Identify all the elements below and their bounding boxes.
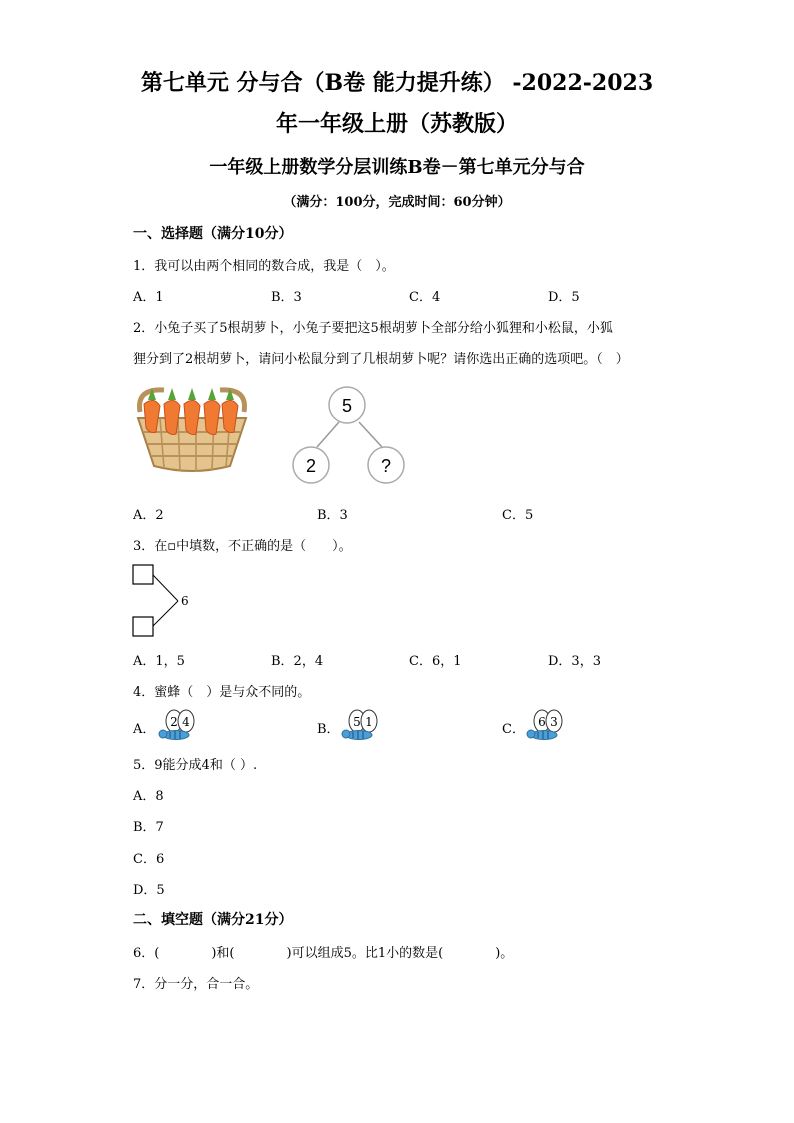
question-3: 3．在▫中填数，不正确的是（ ）。 (133, 539, 352, 554)
question-2-line-2: 狸分到了2根胡萝卜，请问小松鼠分到了几根胡萝卜呢？请你选出正确的选项吧。（ ） (133, 352, 629, 367)
bee-a-wing-number-1: 2 (170, 715, 178, 729)
q2-option-b[interactable]: B．3 (317, 508, 348, 523)
title-line-2: 年一年级上册（苏教版） (275, 111, 518, 137)
bee-icon-b[interactable] (339, 708, 381, 742)
bee-a-wing-number-2: 4 (182, 715, 190, 729)
question-1: 1．我可以由两个相同的数合成，我是（ ）。 (133, 259, 395, 274)
number-bond-diagram (290, 385, 408, 485)
q1-option-d[interactable]: D．5 (548, 290, 580, 305)
q4-option-a[interactable]: A． (133, 722, 156, 737)
split-total: 6 (181, 594, 189, 608)
score-time-note: （满分：100分，完成时间：60分钟） (283, 195, 511, 210)
bond-right-unknown: ? (380, 456, 392, 476)
q6-text-1: 6．( (133, 946, 160, 961)
q3-option-d[interactable]: D．3，3 (548, 654, 601, 669)
question-2-line-1: 2．小兔子买了5根胡萝卜，小兔子要把这5根胡萝卜全部分给小狐狸和小松鼠，小狐 (133, 321, 613, 336)
q2-option-a[interactable]: A．2 (133, 508, 164, 523)
q6-text-3: )可以组成5。比1小的数是( (286, 946, 444, 961)
bee-c-wing-number-1: 6 (538, 715, 546, 729)
q1-option-b[interactable]: B．3 (271, 290, 302, 305)
subtitle: 一年级上册数学分层训练B卷－第七单元分与合 (209, 157, 585, 178)
q5-option-a[interactable]: A．8 (133, 789, 164, 804)
question-7: 7．分一分，合一合。 (133, 977, 259, 992)
q5-option-b[interactable]: B．7 (133, 820, 164, 835)
bee-icon-c[interactable] (524, 708, 566, 742)
bee-icon-a[interactable] (156, 708, 198, 742)
section-1-heading: 一、选择题（满分10分） (133, 226, 293, 242)
q3-option-b[interactable]: B．2，4 (271, 654, 324, 669)
empty-box-bottom[interactable] (133, 617, 153, 636)
bond-left-number: 2 (305, 456, 317, 476)
q2-option-c[interactable]: C．5 (502, 508, 534, 523)
q6-text-4: )。 (495, 946, 514, 961)
empty-box-top[interactable] (133, 565, 153, 584)
bee-b-wing-number-1: 5 (353, 715, 361, 729)
bee-c-wing-number-2: 3 (550, 715, 558, 729)
q6-text-2: )和( (211, 946, 235, 961)
q5-option-d[interactable]: D．5 (133, 883, 165, 898)
question-6 (133, 942, 513, 961)
carrot-basket-image (130, 382, 254, 474)
question-5: 5．9能分成4和（ ）. (133, 758, 258, 773)
q1-option-c[interactable]: C．4 (409, 290, 441, 305)
title-line-1: 第七单元 分与合（B卷 能力提升练） -2022-2023 (140, 70, 654, 96)
bond-top-number: 5 (341, 396, 353, 416)
q3-option-a[interactable]: A．1，5 (133, 654, 185, 669)
q4-option-b[interactable]: B． (317, 722, 340, 737)
question-4: 4．蜜蜂（ ）是与众不同的。 (133, 685, 311, 700)
q5-option-c[interactable]: C．6 (133, 852, 165, 867)
q1-option-a[interactable]: A．1 (133, 290, 164, 305)
split-boxes-diagram (132, 564, 196, 638)
section-2-heading: 二、填空题（满分21分） (133, 912, 293, 928)
q4-option-c[interactable]: C． (502, 722, 525, 737)
q3-option-c[interactable]: C．6，1 (409, 654, 462, 669)
bee-b-wing-number-2: 1 (365, 715, 373, 729)
